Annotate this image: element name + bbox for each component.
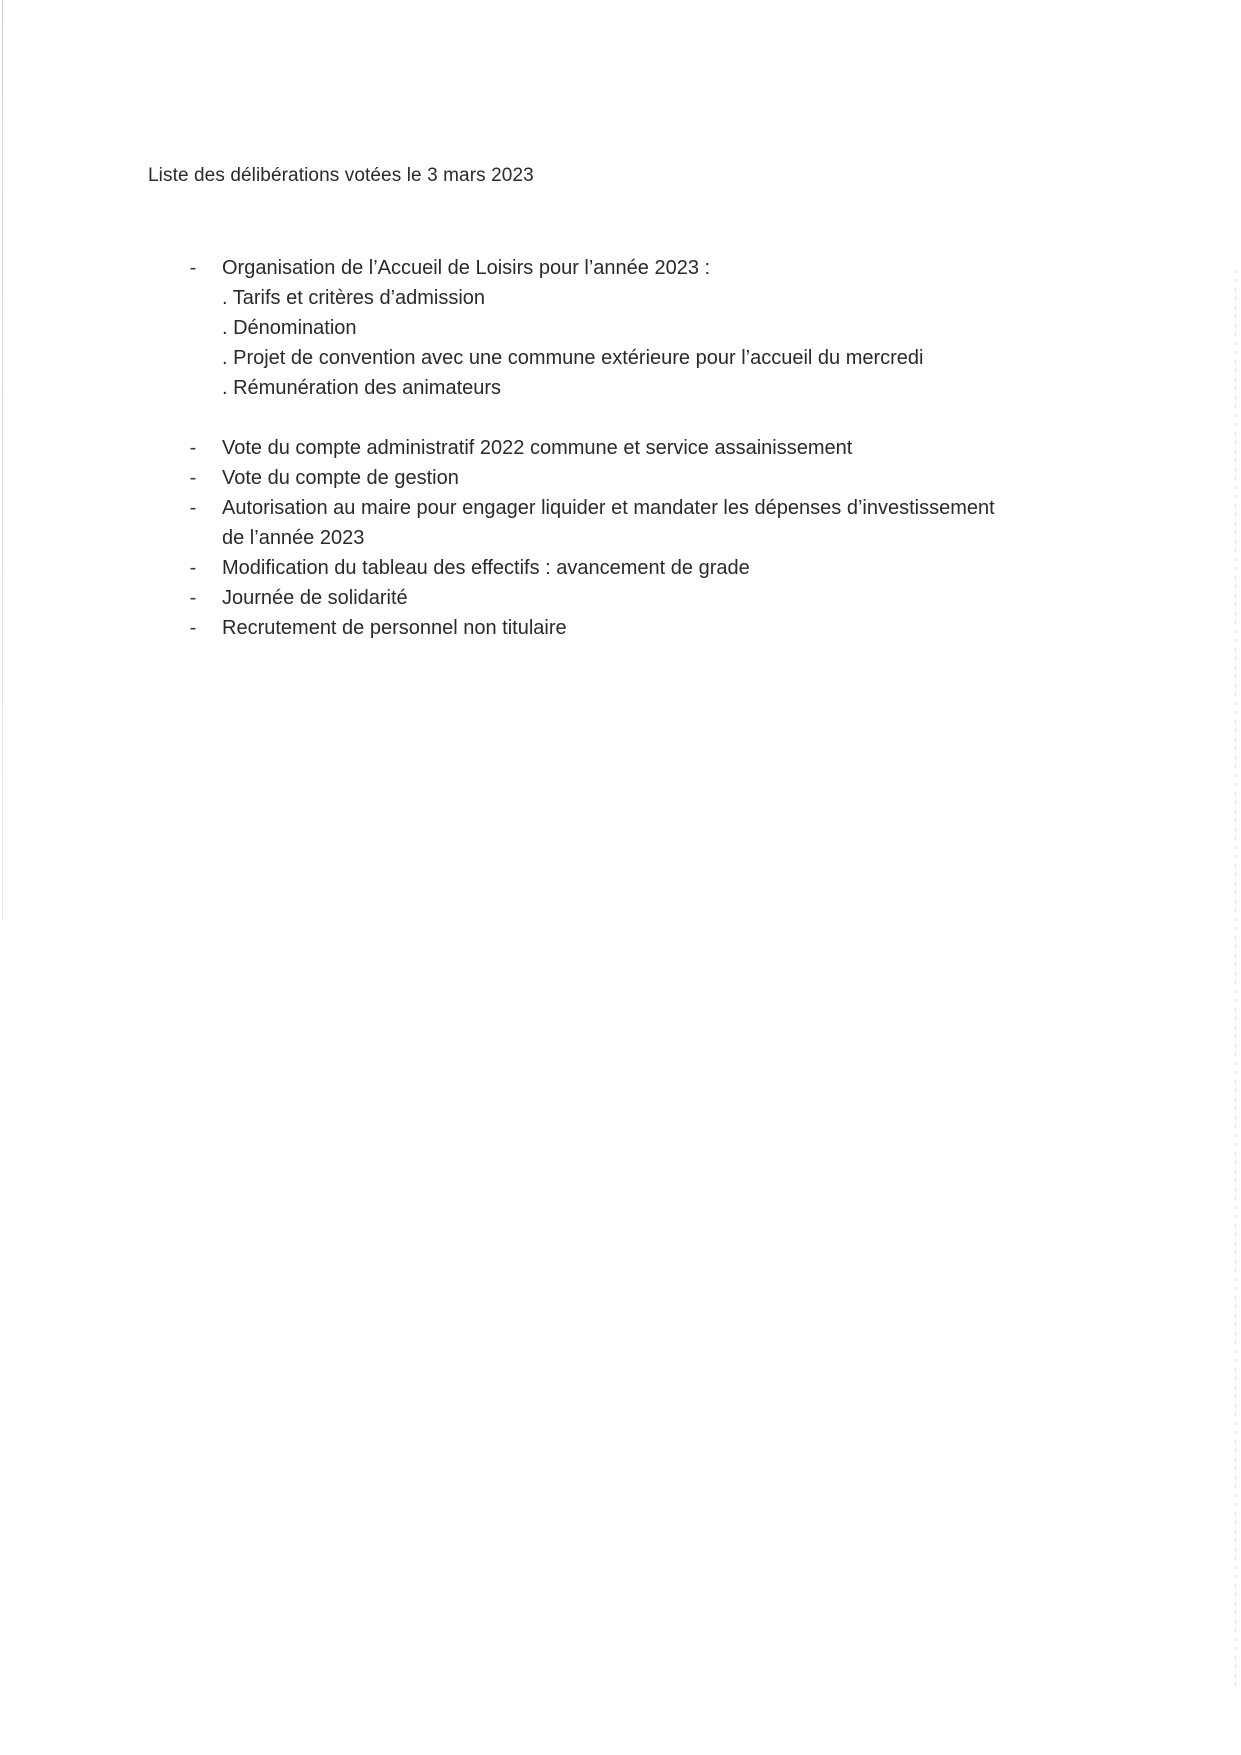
bullet-dash: -: [189, 617, 197, 639]
bullet-dash: -: [189, 557, 197, 579]
list-item-text: Vote du compte de gestion: [222, 467, 459, 489]
list-item-continuation: de l’année 2023: [222, 527, 365, 549]
sub-item: . Dénomination: [222, 317, 357, 339]
scan-edge-left: [2, 0, 3, 920]
sub-item: . Rémunération des animateurs: [222, 377, 502, 399]
list-item-text: Vote du compte administratif 2022 commune et service assainissement: [222, 437, 853, 459]
bullet-dash: -: [189, 257, 197, 279]
sub-item: . Projet de convention avec une commune extérieure pour l’accueil du mercredi: [222, 347, 924, 369]
list-item-text: Modification du tableau des effectifs : avancement de grade: [222, 557, 750, 579]
list-item-text: Recrutement de personnel non titulaire: [222, 617, 567, 639]
sub-item: . Tarifs et critères d’admission: [222, 287, 486, 309]
list-item-text: Autorisation au maire pour engager liquider et mandater les dépenses d’investissement: [222, 497, 995, 519]
document-title: Liste des délibérations votées le 3 mars 2023: [148, 165, 534, 186]
bullet-dash: -: [189, 467, 197, 489]
list-item-text: Journée de solidarité: [222, 587, 408, 609]
scan-edge-right: [1235, 270, 1236, 1690]
list-item-text: Organisation de l’Accueil de Loisirs pour l’année 2023 :: [222, 257, 711, 279]
bullet-dash: -: [189, 437, 197, 459]
bullet-dash: -: [189, 497, 197, 519]
bullet-dash: -: [189, 587, 197, 609]
